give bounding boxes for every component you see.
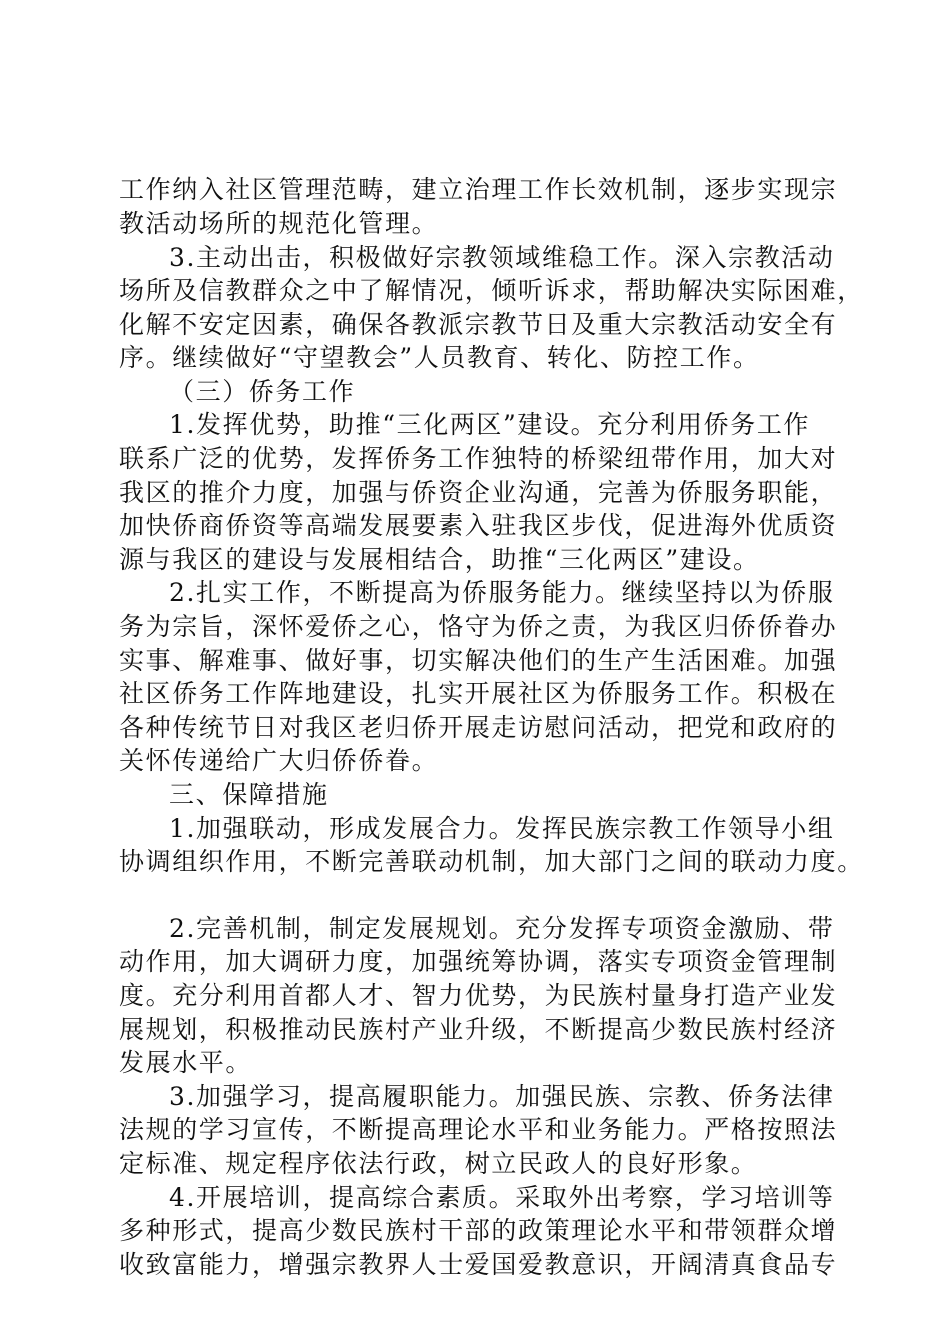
text-line: 我区的推介力度，加强与侨资企业沟通，完善为侨服务职能， xyxy=(119,478,838,507)
text-line: 1.加强联动，形成发展合力。发挥民族宗教工作领导小组 xyxy=(169,814,835,843)
text-line: 1.发挥优势，助推“三化两区”建设。充分利用侨务工作 xyxy=(169,410,811,439)
text-line: 4.开展培训，提高综合素质。采取外出考察，学习培训等 xyxy=(169,1183,835,1212)
text-line: 序。继续做好“守望教会”人员教育、转化、防控工作。 xyxy=(119,343,760,372)
text-line: 多种形式，提高少数民族村干部的政策理论水平和带领群众增 xyxy=(119,1216,838,1245)
text-line: 联系广泛的优势，发挥侨务工作独特的桥梁纽带作用，加大对 xyxy=(119,444,838,473)
text-line: 2.完善机制，制定发展规划。充分发挥专项资金激励、带 xyxy=(169,914,835,943)
text-line: 定标准、规定程序依法行政，树立民政人的良好形象。 xyxy=(119,1149,758,1178)
text-line: 教活动场所的规范化管理。 xyxy=(119,209,439,238)
text-line: 动作用，加大调研力度，加强统筹协调，落实专项资金管理制 xyxy=(119,947,838,976)
text-line: 协调组织作用，不断完善联动机制，加大部门之间的联动力度。 xyxy=(119,847,864,876)
text-line: 2.扎实工作，不断提高为侨服务能力。继续坚持以为侨服 xyxy=(169,578,835,607)
text-line: 实事、解难事、做好事，切实解决他们的生产生活困难。加强 xyxy=(119,646,838,675)
section-heading: 三、保障措施 xyxy=(169,780,329,809)
text-line: 关怀传递给广大归侨侨眷。 xyxy=(119,746,439,775)
text-line: 各种传统节日对我区老归侨开展走访慰问活动，把党和政府的 xyxy=(119,713,838,742)
text-line: 工作纳入社区管理范畴，建立治理工作长效机制，逐步实现宗 xyxy=(119,175,838,204)
text-line: 社区侨务工作阵地建设，扎实开展社区为侨服务工作。积极在 xyxy=(119,679,838,708)
text-line: 收致富能力，增强宗教界人士爱国爱教意识，开阔清真食品专 xyxy=(119,1250,838,1279)
text-line: 场所及信教群众之中了解情况，倾听诉求，帮助解决实际困难， xyxy=(119,276,864,305)
text-line: 务为宗旨，深怀爱侨之心，恪守为侨之责，为我区归侨侨眷办 xyxy=(119,612,838,641)
section-heading: （三）侨务工作 xyxy=(169,377,356,406)
text-line: 展规划，积极推动民族村产业升级，不断提高少数民族村经济 xyxy=(119,1015,838,1044)
text-line: 发展水平。 xyxy=(119,1048,253,1077)
text-line: 3.加强学习，提高履职能力。加强民族、宗教、侨务法律 xyxy=(169,1082,835,1111)
text-line: 度。充分利用首都人才、智力优势，为民族村量身打造产业发 xyxy=(119,981,838,1010)
text-line: 加快侨商侨资等高端发展要素入驻我区步伐，促进海外优质资 xyxy=(119,511,838,540)
text-line: 化解不安定因素，确保各教派宗教节日及重大宗教活动安全有 xyxy=(119,310,838,339)
text-line: 3.主动出击，积极做好宗教领域维稳工作。深入宗教活动 xyxy=(169,243,835,272)
text-line: 源与我区的建设与发展相结合，助推“三化两区”建设。 xyxy=(119,545,760,574)
text-line: 法规的学习宣传，不断提高理论水平和业务能力。严格按照法 xyxy=(119,1115,838,1144)
